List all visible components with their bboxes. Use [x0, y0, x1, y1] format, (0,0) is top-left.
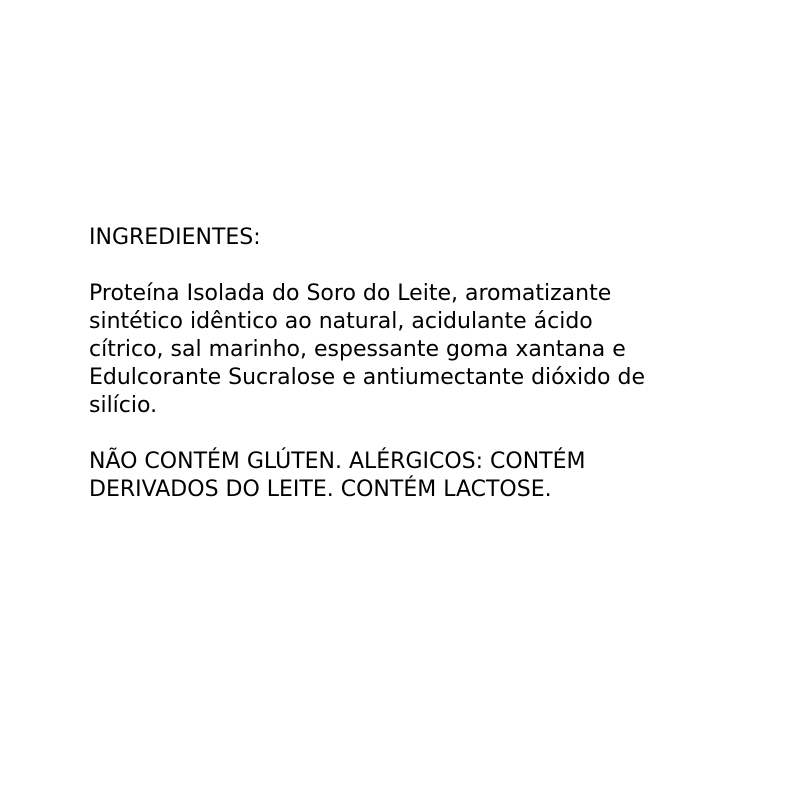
ingredients-label	[89, 224, 729, 504]
spacer	[89, 252, 729, 280]
ingredients-heading: INGREDIENTES:	[89, 225, 261, 250]
ingredients-list: Proteína Isolada do Soro do Leite, aromatizante sintético idêntico ao natural, acidulante ácido cítrico, sal marinho, espessante goma xantana e Edulcorante Sucralose e antiumectante dióxido de silício.	[89, 281, 646, 418]
spacer	[89, 420, 729, 448]
allergen-statement: NÃO CONTÉM GLÚTEN. ALÉRGICOS: CONTÉM DERIVADOS DO LEITE. CONTÉM LACTOSE.	[89, 449, 586, 502]
